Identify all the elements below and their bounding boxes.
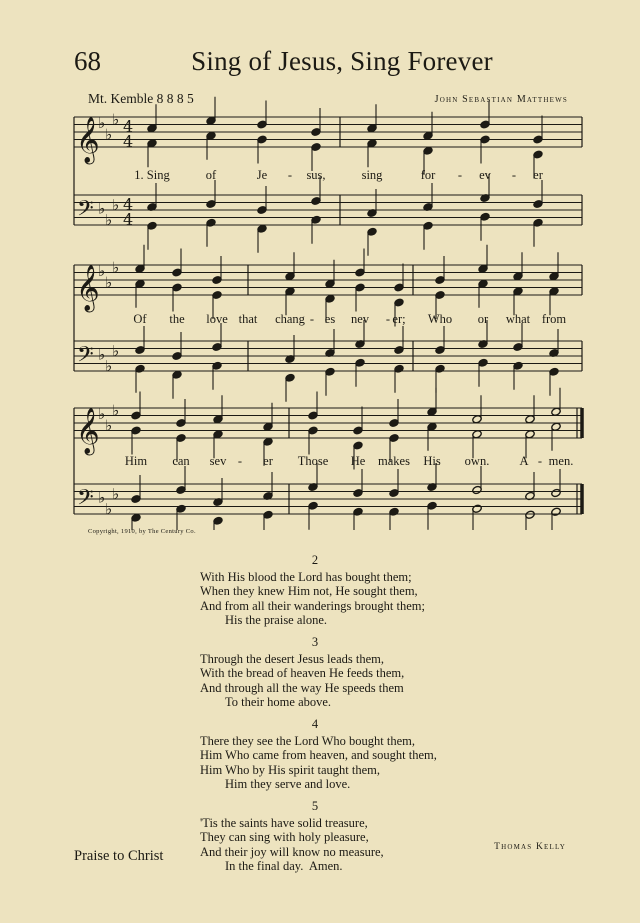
lyric-syllable: Him bbox=[124, 454, 148, 468]
lyric-syllable: es bbox=[324, 312, 336, 326]
flat-sign: ♭ bbox=[105, 210, 113, 229]
verses-block bbox=[200, 546, 437, 874]
verse-line: To their home above. bbox=[225, 695, 332, 710]
verse-line: His the praise alone. bbox=[225, 613, 328, 628]
time-signature: 4 bbox=[123, 117, 134, 136]
lyric-syllable: the bbox=[169, 312, 185, 326]
lyric-syllable: or bbox=[477, 312, 489, 326]
verse-number: 4 bbox=[311, 716, 319, 731]
lyric-syllable: sus, bbox=[306, 168, 326, 182]
verse-line: When they knew Him not, He sought them, bbox=[200, 584, 418, 599]
lyric-syllable: - bbox=[309, 312, 315, 326]
treble-clef: 𝄞 bbox=[76, 265, 100, 311]
flat-sign: ♭ bbox=[98, 345, 106, 364]
lyric-syllable: from bbox=[541, 312, 567, 326]
flat-sign: ♭ bbox=[105, 125, 113, 144]
verse-line: And from all their wanderings brought them; bbox=[200, 598, 425, 613]
lyric-syllable: He bbox=[350, 454, 366, 468]
lyric-syllable: Je bbox=[256, 168, 268, 182]
verse-line: Him Who by His spirit taught them, bbox=[200, 762, 380, 777]
lyric-syllable: A bbox=[519, 454, 529, 468]
bass-clef: 𝄢 bbox=[77, 485, 94, 516]
flat-sign: ♭ bbox=[105, 356, 113, 375]
lyric-syllable: er bbox=[263, 454, 273, 468]
verse-line: There they see the Lord Who bought them, bbox=[200, 733, 415, 748]
lyric-syllable: - bbox=[457, 168, 463, 182]
bass-clef: 𝄢 bbox=[77, 196, 94, 227]
verse-line: And their joy will know no measure, bbox=[200, 844, 384, 859]
lyric-syllable: own. bbox=[464, 454, 490, 468]
lyric-syllable: for bbox=[420, 168, 436, 182]
lyric-syllable: 1. Sing bbox=[134, 168, 170, 182]
lyric-syllable: love bbox=[206, 312, 228, 326]
verse-line: They can sing with holy pleasure, bbox=[200, 830, 369, 845]
flat-sign: ♭ bbox=[112, 110, 120, 129]
lyric-syllable: what bbox=[505, 312, 531, 326]
verse-line: Through the desert Jesus leads them, bbox=[200, 651, 384, 666]
treble-clef: 𝄞 bbox=[76, 408, 100, 454]
lyric-syllable: - bbox=[537, 454, 543, 468]
flat-sign: ♭ bbox=[112, 401, 120, 420]
time-signature: 4 bbox=[123, 210, 134, 229]
lyric-syllable: can bbox=[172, 454, 190, 468]
verse-line: In the final day. Amen. bbox=[225, 859, 343, 874]
lyric-syllable: His bbox=[423, 454, 441, 468]
flat-sign: ♭ bbox=[105, 499, 113, 518]
verse-line: Him they serve and love. bbox=[225, 777, 351, 792]
copyright-notice: Copyright, 1910, by The Century Co. bbox=[88, 528, 196, 535]
lyric-syllable: sing bbox=[361, 168, 383, 182]
lyric-syllable: chang bbox=[275, 312, 305, 326]
flat-sign: ♭ bbox=[105, 273, 113, 292]
flat-sign: ♭ bbox=[112, 258, 120, 277]
verse-line: With the bread of heaven He feeds them, bbox=[200, 666, 405, 681]
time-signature: 4 bbox=[123, 195, 134, 214]
lyric-syllable: er; bbox=[392, 312, 406, 326]
hymn-title: Sing of Jesus, Sing Forever bbox=[191, 46, 493, 76]
lyric-syllable: that bbox=[238, 312, 258, 326]
verse-line: 'Tis the saints have solid treasure, bbox=[200, 815, 368, 830]
lyric-syllable: - bbox=[287, 168, 293, 182]
time-signature: 4 bbox=[123, 132, 134, 151]
flat-sign: ♭ bbox=[98, 199, 106, 218]
lyric-syllable: er bbox=[533, 168, 543, 182]
verse-line: And through all the way He speeds them bbox=[200, 680, 404, 695]
verse-number: 2 bbox=[311, 553, 319, 567]
flat-sign: ♭ bbox=[112, 341, 120, 360]
verse-number: 3 bbox=[311, 634, 319, 649]
lyric-syllable: sev bbox=[209, 454, 227, 468]
verse-number: 5 bbox=[311, 798, 319, 813]
bass-clef: 𝄢 bbox=[77, 342, 94, 373]
flat-sign: ♭ bbox=[112, 484, 120, 503]
tune-name: Mt. Kemble 8 8 8 5 bbox=[88, 91, 194, 106]
lyric-syllable: ev bbox=[479, 168, 491, 182]
lyric-syllable: Who bbox=[427, 312, 453, 326]
lyric-syllable: Of bbox=[133, 312, 147, 326]
composer-credit: John Sebastian Matthews bbox=[434, 94, 568, 105]
flat-sign: ♭ bbox=[98, 488, 106, 507]
author-credit: Thomas Kelly bbox=[494, 842, 566, 852]
lyric-syllable: - bbox=[237, 454, 243, 468]
lyric-syllable: - bbox=[385, 312, 391, 326]
lyric-syllable: men. bbox=[548, 454, 574, 468]
treble-clef: 𝄞 bbox=[76, 117, 100, 163]
lyric-syllable: Those bbox=[297, 454, 329, 468]
flat-sign: ♭ bbox=[112, 195, 120, 214]
lyric-syllable: makes bbox=[378, 454, 410, 468]
page-number: 68 bbox=[74, 46, 101, 76]
lyric-syllable: - bbox=[511, 168, 517, 182]
verse-line: Him Who came from heaven, and sought them, bbox=[200, 748, 437, 763]
verse-line: With His blood the Lord has bought them; bbox=[200, 569, 412, 584]
flat-sign: ♭ bbox=[98, 114, 106, 132]
lyric-syllable: of bbox=[205, 168, 217, 182]
flat-sign: ♭ bbox=[98, 262, 106, 280]
lyric-syllable: nev bbox=[350, 312, 370, 326]
section-footer: Praise to Christ bbox=[74, 848, 164, 864]
flat-sign: ♭ bbox=[98, 405, 106, 423]
flat-sign: ♭ bbox=[105, 416, 113, 435]
